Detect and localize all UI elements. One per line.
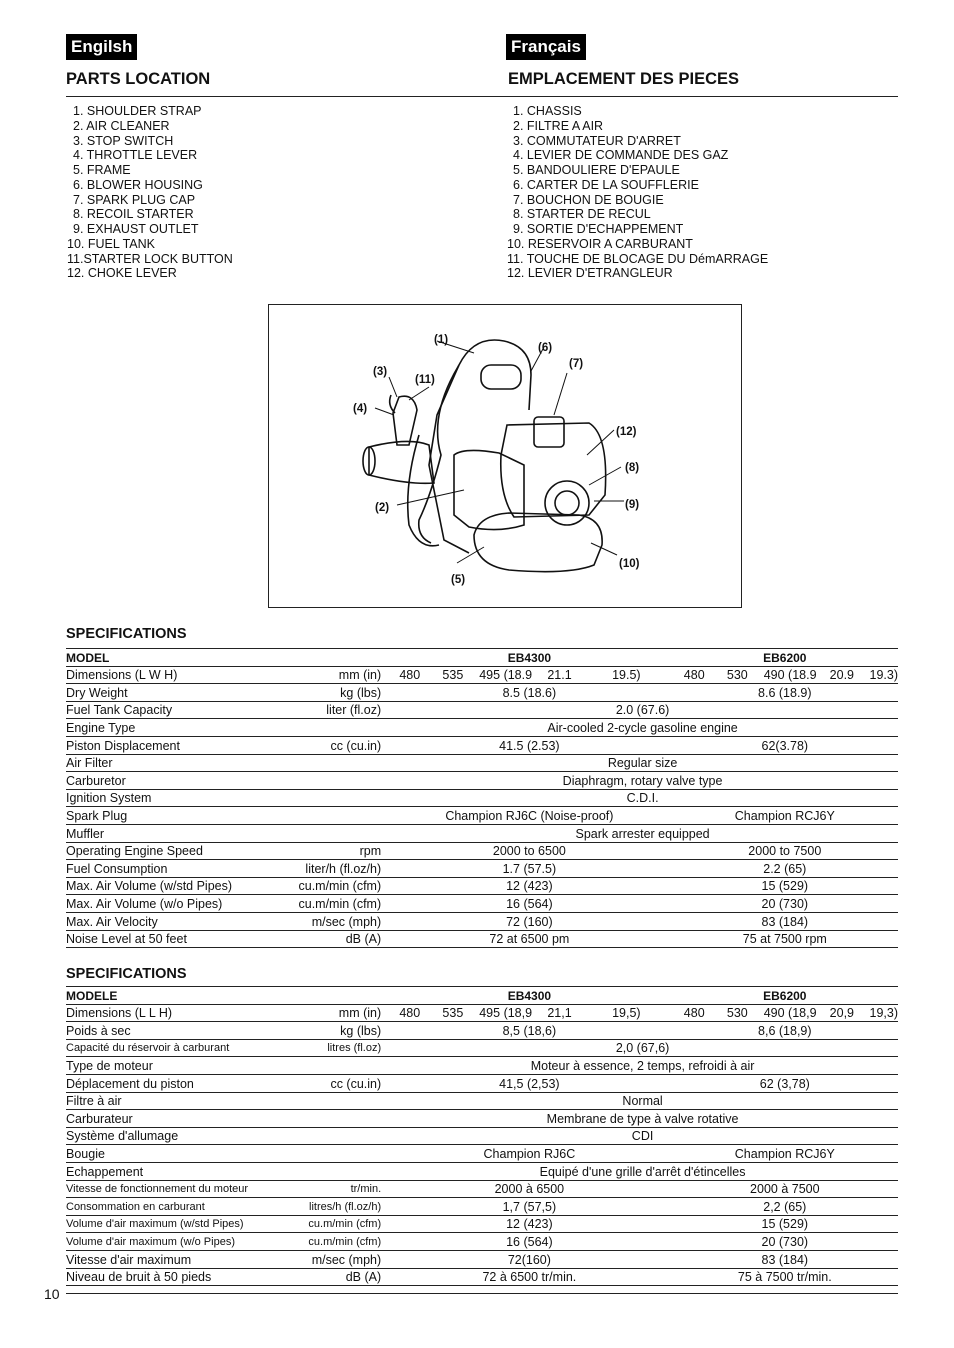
spec-row: [66, 1039, 898, 1057]
spec-label: Max. Air Volume (w/std Pipes): [66, 877, 279, 895]
spec-unit: dB (A): [279, 930, 387, 948]
spec-label: Dimensions (L W H): [66, 666, 279, 684]
spec-value-both: Membrane de type à valve rotative: [387, 1110, 898, 1128]
spec-value-a: 2000 to 6500: [387, 842, 671, 860]
spec-unit: [279, 1092, 387, 1110]
spec-value-b: 75 à 7500 tr/min.: [672, 1268, 898, 1286]
spec-value-both: 2.0 (67.6): [387, 701, 898, 719]
spec-value-b: 83 (184): [672, 1250, 898, 1268]
spec-unit: rpm: [279, 842, 387, 860]
spec-value-b: 2000 to 7500: [672, 842, 898, 860]
spec-value-a: 72 à 6500 tr/min.: [387, 1268, 671, 1286]
parts-list-item: 2. FILTRE A AIR: [513, 118, 604, 133]
spec-value-b: 15 (529): [672, 1215, 898, 1233]
spec-value-b: 83 (184): [672, 912, 898, 930]
spec-label: Vitesse de fonctionnement du moteur: [66, 1180, 279, 1198]
spec-value-a: 41,5 (2,53): [387, 1074, 671, 1092]
spec-unit: cc (cu.in): [279, 1074, 387, 1092]
french-parts-list: [507, 104, 768, 281]
english-parts-list: [67, 104, 233, 281]
spec-row: [66, 1110, 898, 1128]
parts-list-item: 8. RECOIL STARTER: [73, 207, 194, 222]
callout-6: (6): [538, 342, 553, 354]
spec-row: [66, 895, 898, 913]
spec-unit: [279, 754, 387, 772]
spec-label: Consommation en carburant: [66, 1198, 279, 1216]
emplacement-title: EMPLACEMENT DES PIECES: [508, 70, 740, 88]
spec-row: [66, 684, 898, 702]
page-number: 10: [44, 1286, 60, 1302]
spec-value-both: Spark arrester equipped: [387, 824, 898, 842]
parts-list-item: 4. THROTTLE LEVER: [73, 148, 198, 163]
spec-label: Piston Displacement: [66, 736, 279, 754]
spec-row: [66, 772, 898, 790]
spec-unit: mm (in): [279, 1004, 387, 1022]
model-a: EB4300: [387, 987, 671, 1005]
parts-list-item: 6. CARTER DE LA SOUFFLERIE: [513, 177, 699, 192]
spec-label: Noise Level at 50 feet: [66, 930, 279, 948]
spec-unit: cc (cu.in): [279, 736, 387, 754]
spec-row: [66, 1074, 898, 1092]
callout-8: (8): [625, 462, 640, 474]
spec-unit: cu.m/min (cfm): [279, 1215, 387, 1233]
dim-value: 480: [672, 666, 717, 684]
spec-label: Air Filter: [66, 754, 279, 772]
dim-value: 480: [387, 1004, 432, 1022]
callout-1: (1): [434, 334, 449, 346]
spec-row: [66, 719, 898, 737]
spec-label: Dimensions (L L H): [66, 1004, 279, 1022]
parts-list-item: 3. STOP SWITCH: [73, 133, 174, 148]
spec-label: Carburateur: [66, 1110, 279, 1128]
spec-value-a: 12 (423): [387, 877, 671, 895]
french-language-badge: Français: [506, 34, 586, 60]
spec-row: [66, 1198, 898, 1216]
parts-list-item: 1. CHASSIS: [513, 104, 582, 118]
spec-unit: [279, 719, 387, 737]
callout-3: (3): [373, 366, 388, 378]
spec-value-b: 75 at 7500 rpm: [672, 930, 898, 948]
dim-value: 495 (18,9: [473, 1004, 538, 1022]
parts-location-title: PARTS LOCATION: [66, 70, 211, 88]
parts-list-item: 7. BOUCHON DE BOUGIE: [513, 192, 664, 207]
dim-value: 20,9: [822, 1004, 861, 1022]
parts-list-item: 5. FRAME: [73, 163, 131, 177]
spec-label: Niveau de bruit à 50 pieds: [66, 1268, 279, 1286]
spec-label: Max. Air Velocity: [66, 912, 279, 930]
spec-row: [66, 789, 898, 807]
parts-list-item: 11.STARTER LOCK BUTTON: [67, 251, 233, 266]
spec-row: [66, 1233, 898, 1251]
spec-row: [66, 842, 898, 860]
spec-unit: cu.m/min (cfm): [279, 877, 387, 895]
spec-row: [66, 1022, 898, 1040]
spec-row: [66, 1180, 898, 1198]
spec-label: Fuel Tank Capacity: [66, 701, 279, 719]
spec-label: Engine Type: [66, 719, 279, 737]
parts-list-item: 2. AIR CLEANER: [73, 118, 170, 133]
spec-value-b: 15 (529): [672, 877, 898, 895]
spec-value-a: Champion RJ6C: [387, 1145, 671, 1163]
spec-row: [66, 912, 898, 930]
spec-value-b: 8.6 (18.9): [672, 684, 898, 702]
spec-row: [66, 1092, 898, 1110]
spec-unit: [279, 807, 387, 825]
spec-value-b: 62 (3,78): [672, 1074, 898, 1092]
spec-value-b: Champion RCJ6Y: [672, 807, 898, 825]
spec-unit: m/sec (mph): [279, 1250, 387, 1268]
dim-value: 530: [717, 1004, 758, 1022]
spec-value-both: Air-cooled 2-cycle gasoline engine: [387, 719, 898, 737]
parts-list-item: 12. LEVIER D'ETRANGLEUR: [507, 266, 673, 281]
spec-label: Dry Weight: [66, 684, 279, 702]
spec-unit: cu.m/min (cfm): [279, 895, 387, 913]
spec-fr-title: SPECIFICATIONS: [66, 966, 187, 982]
spec-unit: kg (lbs): [279, 684, 387, 702]
spec-label: Operating Engine Speed: [66, 842, 279, 860]
parts-list-item: 12. CHOKE LEVER: [67, 266, 177, 281]
spec-value-b: 20 (730): [672, 895, 898, 913]
parts-list-item: 6. BLOWER HOUSING: [73, 177, 203, 192]
spec-value-a: 41.5 (2.53): [387, 736, 671, 754]
spec-value-a: Champion RJ6C (Noise-proof): [387, 807, 671, 825]
spec-unit: cu.m/min (cfm): [279, 1233, 387, 1251]
dim-value: 490 (18,9: [758, 1004, 823, 1022]
spec-label: Volume d'air maximum (w/std Pipes): [66, 1215, 279, 1233]
spec-label: Muffler: [66, 824, 279, 842]
spec-unit: [279, 1127, 387, 1145]
spec-label: Capacité du réservoir à carburant: [66, 1039, 279, 1057]
parts-list-item: 8. STARTER DE RECUL: [513, 207, 651, 222]
spec-label: Vitesse d'air maximum: [66, 1250, 279, 1268]
spec-value-b: 2000 à 7500: [672, 1180, 898, 1198]
spec-label: Max. Air Volume (w/o Pipes): [66, 895, 279, 913]
spec-label: Système d'allumage: [66, 1127, 279, 1145]
blower-illustration: [269, 305, 741, 607]
spec-value-a: 16 (564): [387, 895, 671, 913]
spec-label: Bougie: [66, 1145, 279, 1163]
spec-unit: mm (in): [279, 666, 387, 684]
model-label: MODELE: [66, 987, 387, 1005]
spec-row: [66, 666, 898, 684]
spec-value-b: 2,2 (65): [672, 1198, 898, 1216]
spec-value-both: Regular size: [387, 754, 898, 772]
spec-label: Spark Plug: [66, 807, 279, 825]
spec-value-b: 2.2 (65): [672, 860, 898, 878]
dim-value: 21,1: [538, 1004, 581, 1022]
dim-value: 535: [432, 666, 473, 684]
dim-value: 20.9: [822, 666, 861, 684]
model-b: EB6200: [672, 649, 898, 667]
dim-value: 535: [432, 1004, 473, 1022]
callout-4: (4): [353, 403, 368, 415]
spec-unit: [279, 1057, 387, 1075]
spec-label: Ignition System: [66, 789, 279, 807]
spec-row: [66, 736, 898, 754]
spec-row: [66, 1162, 898, 1180]
spec-value-a: 72 (160): [387, 912, 671, 930]
spec-row: [66, 1004, 898, 1022]
dim-value: 530: [717, 666, 758, 684]
callout-7: (7): [569, 358, 584, 370]
dim-value: 19,5): [581, 1004, 672, 1022]
spec-row: [66, 807, 898, 825]
spec-value-a: 1,7 (57,5): [387, 1198, 671, 1216]
spec-label: Type de moteur: [66, 1057, 279, 1075]
spec-row: [66, 754, 898, 772]
parts-list-item: 11. TOUCHE DE BLOCAGE DU DémARRAGE: [507, 251, 769, 266]
spec-row: [66, 1215, 898, 1233]
spec-row: [66, 824, 898, 842]
parts-list-item: 4. LEVIER DE COMMANDE DES GAZ: [513, 148, 729, 163]
spec-value-both: 2,0 (67,6): [387, 1039, 898, 1057]
spec-label: Poids à sec: [66, 1022, 279, 1040]
spec-value-b: 62(3.78): [672, 736, 898, 754]
dim-value: 19,3): [861, 1004, 898, 1022]
spec-unit: litres/h (fl.oz/h): [279, 1198, 387, 1216]
spec-unit: liter (fl.oz): [279, 701, 387, 719]
dim-value: 480: [672, 1004, 717, 1022]
callout-10: (10): [619, 558, 640, 570]
spec-row: [66, 930, 898, 948]
spec-fr-table: [66, 986, 898, 1286]
parts-list-item: 7. SPARK PLUG CAP: [73, 192, 196, 207]
spec-unit: [279, 772, 387, 790]
spec-value-a: 72 at 6500 pm: [387, 930, 671, 948]
spec-value-a: 1.7 (57.5): [387, 860, 671, 878]
spec-unit: [279, 1145, 387, 1163]
callout-11: (11): [415, 374, 435, 386]
spec-label: Fuel Consumption: [66, 860, 279, 878]
spec-label: Carburetor: [66, 772, 279, 790]
parts-list-item: 1. SHOULDER STRAP: [73, 104, 202, 118]
spec-unit: kg (lbs): [279, 1022, 387, 1040]
model-b: EB6200: [672, 987, 898, 1005]
parts-list-item: 9. SORTIE D'ECHAPPEMENT: [513, 222, 684, 236]
spec-unit: tr/min.: [279, 1180, 387, 1198]
parts-figure: [268, 304, 742, 608]
parts-list-item: 5. BANDOULIERE D'EPAULE: [513, 163, 680, 177]
spec-label: Filtre à air: [66, 1092, 279, 1110]
dim-value: 19.3): [861, 666, 898, 684]
spec-value-a: 8,5 (18,6): [387, 1022, 671, 1040]
spec-value-both: Equipé d'une grille d'arrêt d'étincelles: [387, 1162, 898, 1180]
dim-value: 480: [387, 666, 432, 684]
callout-2: (2): [375, 502, 390, 514]
spec-row: [66, 860, 898, 878]
spec-value-a: 72(160): [387, 1250, 671, 1268]
spec-label: Déplacement du piston: [66, 1074, 279, 1092]
model-label: MODEL: [66, 649, 387, 667]
spec-unit: [279, 1110, 387, 1128]
spec-value-b: 8,6 (18,9): [672, 1022, 898, 1040]
parts-list-item: 10. FUEL TANK: [67, 236, 155, 251]
spec-value-b: 20 (730): [672, 1233, 898, 1251]
spec-value-both: Diaphragm, rotary valve type: [387, 772, 898, 790]
parts-list-item: 9. EXHAUST OUTLET: [73, 222, 199, 236]
spec-label: Echappement: [66, 1162, 279, 1180]
spec-row: [66, 1250, 898, 1268]
spec-unit: litres (fl.oz): [279, 1039, 387, 1057]
model-a: EB4300: [387, 649, 671, 667]
spec-unit: [279, 789, 387, 807]
spec-value-a: 2000 à 6500: [387, 1180, 671, 1198]
spec-label: Volume d'air maximum (w/o Pipes): [66, 1233, 279, 1251]
spec-row: [66, 1268, 898, 1286]
dim-value: 495 (18.9: [473, 666, 538, 684]
dim-value: 19.5): [581, 666, 672, 684]
spec-row: [66, 1057, 898, 1075]
spec-value-both: C.D.I.: [387, 789, 898, 807]
parts-list-item: 10. RESERVOIR A CARBURANT: [507, 236, 693, 251]
spec-en-table: [66, 648, 898, 948]
spec-value-a: 16 (564): [387, 1233, 671, 1251]
spec-value-b: Champion RCJ6Y: [672, 1145, 898, 1163]
english-language-badge: Engilsh: [66, 34, 137, 60]
spec-unit: m/sec (mph): [279, 912, 387, 930]
title-rule: [66, 96, 898, 97]
spec-value-both: Normal: [387, 1092, 898, 1110]
footer-rule: [66, 1293, 898, 1294]
spec-value-both: CDI: [387, 1127, 898, 1145]
spec-unit: dB (A): [279, 1268, 387, 1286]
spec-unit: [279, 824, 387, 842]
dim-value: 21.1: [538, 666, 581, 684]
spec-row: [66, 701, 898, 719]
dim-value: 490 (18.9: [758, 666, 823, 684]
parts-list-item: 3. COMMUTATEUR D'ARRET: [513, 133, 681, 148]
spec-value-a: 8.5 (18.6): [387, 684, 671, 702]
spec-value-both: Moteur à essence, 2 temps, refroidi à air: [387, 1057, 898, 1075]
spec-unit: liter/h (fl.oz/h): [279, 860, 387, 878]
spec-header-row: [66, 987, 898, 1005]
spec-header-row: [66, 649, 898, 667]
callout-9: (9): [625, 499, 640, 511]
spec-unit: [279, 1162, 387, 1180]
callout-5: (5): [451, 574, 466, 586]
callout-12: (12): [616, 426, 637, 438]
spec-value-a: 12 (423): [387, 1215, 671, 1233]
spec-en-title: SPECIFICATIONS: [66, 626, 187, 642]
spec-row: [66, 877, 898, 895]
spec-row: [66, 1127, 898, 1145]
spec-row: [66, 1145, 898, 1163]
